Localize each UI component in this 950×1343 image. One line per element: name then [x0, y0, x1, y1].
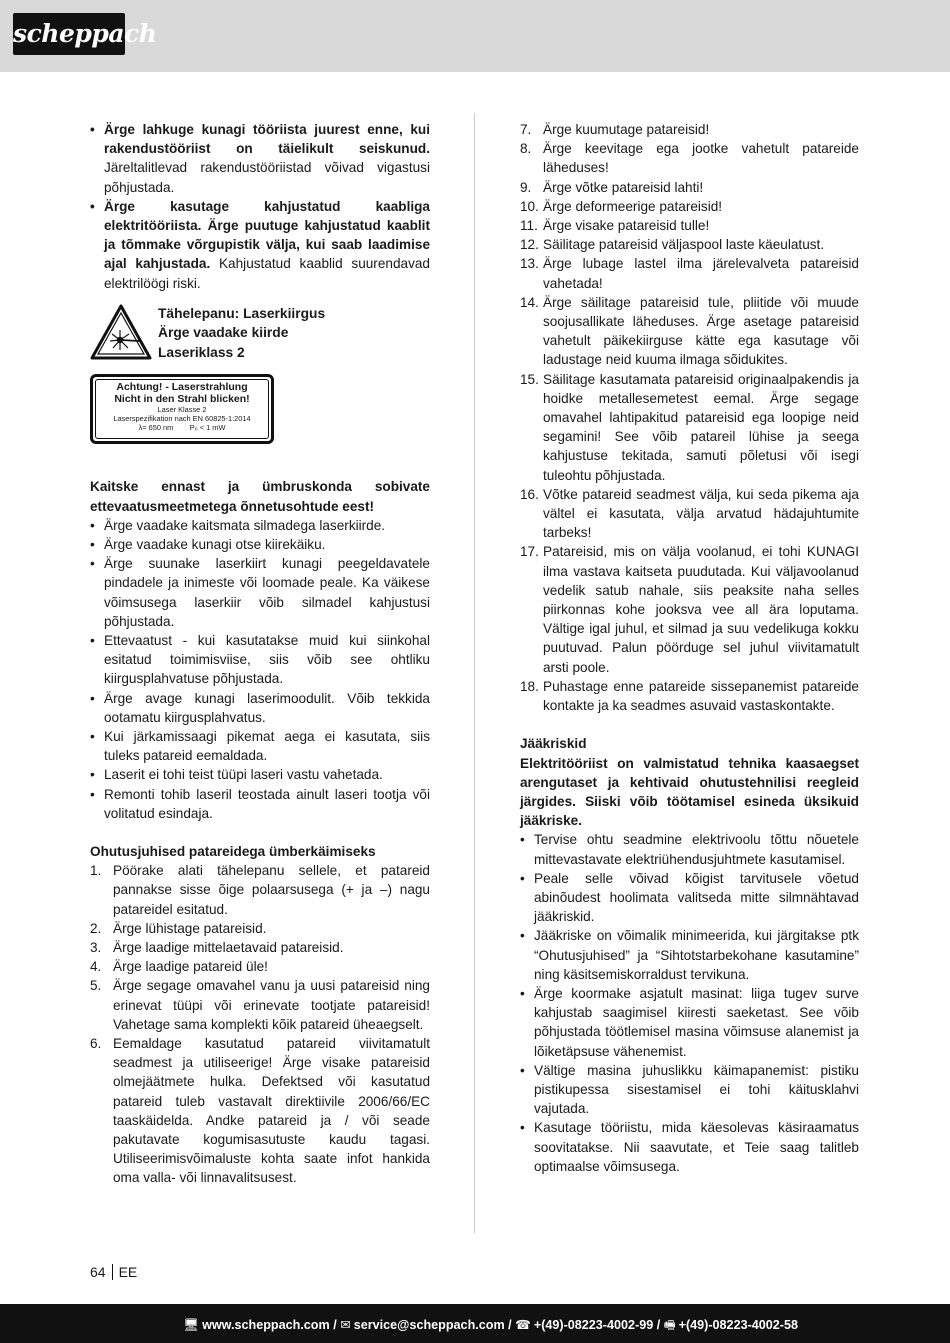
list-item: 16. Võtke patareid seadmest välja, kui seda pikema aja vältel ei kasutata, välja arvatud hädajuhtumite tarbeks!	[520, 486, 859, 541]
list-item: • Ärge koormake asjatult masinat: liiga tugev surve kahjustab saagimisel kiiresti saeketast. See võib põhjustada töötlemisel masina võimsuse alanemist ja lõiketäpsuse vähenemist.	[520, 984, 859, 1061]
residual-risk-list	[520, 830, 859, 1176]
battery-heading: Ohutusjuhised patareidega ümberkäimiseks	[90, 843, 376, 859]
list-item: 5. Ärge segage omavahel vanu ja uusi patareisid ning erinevat tüüpi või erinevate tootjate patareisid! Vahetage sama komplekti kõik patareid üheaegselt.	[90, 978, 430, 1032]
list-item: 14. Ärge säilitage patareisid tule, pliitide või muude soojusallikate läheduses. Ärge asetage patareisid vahetult päikekiirguse kätte ega kasutage või ladustage neid kuuma ilmaga sõidukites.	[520, 294, 859, 368]
battery-list	[90, 861, 430, 1187]
laser-warning-icon	[90, 304, 152, 360]
list-item: 1. Pöörake alati tähelepanu sellele, et patareid pannakse sisse õige polaarsusega (+ ja –) nagu patareidel esitatud.	[90, 863, 430, 917]
label-values	[97, 423, 267, 432]
page-header	[0, 0, 950, 72]
column-divider	[474, 113, 475, 1233]
laser-warning	[90, 304, 430, 363]
laser-warning-line: Ärge vaadake kiirde	[158, 325, 289, 341]
residual-risk-title: Jääkriskid	[520, 736, 587, 752]
computer-icon: 🖥	[183, 1318, 200, 1332]
list-item: 12. Säilitage patareisid väljaspool laste käeulatust.	[520, 237, 825, 253]
list-item: 7. Ärge kuumutage patareisid!	[520, 122, 710, 137]
list-item: • Ärge kasutage kahjustatud kaabliga elektritööriista. Ärge puutuge kahjustatud kaablit ja tõmmake võrgupistik välja, kui saab laadimise ajal kahjustada. Kahjustatud kaablid suurendavad elektrilöögi riski.	[90, 197, 430, 293]
laser-warning-line: Tähelepanu: Laserkiirgus	[158, 305, 326, 321]
list-item: 13. Ärge lubage lastel ilma järelevalveta patareisid vahetada!	[520, 256, 859, 291]
label-power: P₀ < 1 mW	[189, 423, 226, 433]
footer-fax: +(49)-08223-4002-58	[678, 1318, 798, 1332]
label-subtitle: Nicht in den Strahl blicken!	[114, 393, 250, 406]
protect-list	[90, 516, 430, 823]
footer-mail[interactable]: service@scheppach.com /	[353, 1318, 512, 1332]
label-class: Laser Klasse 2	[157, 405, 207, 415]
page-language: EE	[118, 1264, 138, 1280]
list-item: • Ärge vaadake kunagi otse kiirekäiku.	[90, 535, 430, 554]
left-column	[90, 120, 430, 1188]
list-item: • Ettevaatust - kui kasutatakse muid kui siinkohal esitatud toimimisviise, siis võib see ohtliku kiirgusplahvatuse põhjustada.	[90, 631, 430, 689]
list-item: • Laserit ei tohi teist tüüpi laseri vastu vahetada.	[90, 765, 430, 784]
list-item: • Jääkriske on võimalik minimeerida, kui järgitakse ptk “Ohutusjuhised” ja “Sihtotstarbekohane kasutamine” ning käsitsemiskorraldust tervikuna.	[520, 926, 859, 984]
list-item: • Ärge lahkuge kunagi tööriista juurest enne, kui rakendustööriist on täielikult seiskunud. Järeltalitlevad rakendustööriistad võivad vigastusi põhjustada.	[90, 120, 430, 197]
list-item: 2. Ärge lühistage patareisid.	[90, 920, 267, 936]
list-item: 18. Puhastage enne patareide sissepanemist patareide kontakte ja ka seadmes asuvaid vastaskontakte.	[520, 678, 859, 714]
page-number	[90, 1264, 137, 1280]
list-item: 11. Ärge visake patareisid tulle!	[520, 218, 710, 234]
residual-risk-intro: Elektritööriist on valmistatud tehnika kaasaegset arengutaset ja kehtivaid ohutustehnilisi reegleid järgides. Siiski võib töötamisel esineda üksikuid jääkriske.	[520, 755, 859, 829]
label-spec: Laserspezifikation nach EN 60825-1:2014	[113, 414, 251, 424]
list-item: • Vältige masina juhuslikku käimapanemist: pistiku pistikupessa sisestamisel ei tohi käitusklahvi vajutada.	[520, 1061, 859, 1119]
fax-icon: 🖷	[663, 1318, 676, 1332]
page-footer	[0, 1304, 950, 1343]
mail-icon: ✉	[340, 1318, 351, 1332]
list-item: • Ärge vaadake kaitsmata silmadega laserkiirde.	[90, 516, 430, 535]
label-wavelength: λ= 650 nm	[138, 423, 174, 433]
list-item: 9. Ärge võtke patareisid lahti!	[520, 179, 704, 195]
laser-class-label	[90, 374, 274, 444]
list-item: • Ärge avage kunagi laserimoodulit. Võib tekkida ootamatu kiirgusplahvatus.	[90, 689, 430, 727]
battery-list-continued	[520, 120, 859, 715]
right-column	[520, 120, 859, 1176]
phone-icon: ☎	[515, 1318, 531, 1332]
label-title: Achtung! - Laserstrahlung	[116, 381, 248, 394]
list-item: • Ärge suunake laserkiirt kunagi peegeldavatele pindadele ja inimeste või loomade peale. Ka väikese võimsusega laserkiir võib silmadel kahjustusi põhjustada.	[90, 554, 430, 631]
list-item: • Tervise ohtu seadmine elektrivoolu tõttu nõuetele mittevastavate elektriühendusjuhtmete kasutamisel.	[520, 830, 859, 868]
list-item: 6. Eemaldage kasutatud patareid viivitamatult seadmest ja utiliseerige! Ärge visake patareisid olmejäätmete hulka. Defektsed või kasutatud patareid tuleb vastavalt direktiivile 2006/66/EC taaskäidelda. Andke patareid ja / või seade pakutavate kogumisasutuste kaudu tagasi. Utiliseerimisvõimaluste kohta saate infot hankida oma valla- või linnavalitsusest.	[90, 1036, 430, 1186]
list-item: • Remonti tohib laseril teostada ainult laseri tootja või volitatud esindaja.	[90, 785, 430, 823]
list-item: 4. Ärge laadige patareid üle!	[90, 959, 268, 975]
protect-heading: Kaitske ennast ja ümbruskonda sobivate ettevaatusmeetmetega õnnetusohtude eest!	[90, 479, 430, 514]
list-item: 10. Ärge deformeerige patareisid!	[520, 198, 723, 214]
footer-web[interactable]: www.scheppach.com /	[202, 1318, 337, 1332]
intro-bullet-list	[90, 120, 430, 293]
list-item: 3. Ärge laadige mittelaetavaid patareisid.	[90, 940, 344, 955]
list-item: 17. Patareisid, mis on välja voolanud, ei tohi KUNAGI ilma vastava kaitseta puudutada. Kui väljavoolanud vedelik satub nahale, siis peaksite naha selles piirkonnas kohe jooksva vee all ära loputama. Vältige igal juhul, et silmad ja suu vedelikuga kokku puutuvad. Palun pöörduge sel juhul viivitamatult arsti poole.	[520, 544, 859, 675]
list-item: • Peale selle võivad kõigist tarvitusele võetud abinõudest hoolimata valitseda mitte silmnähtavad jääkriskid.	[520, 869, 859, 927]
list-item: • Kui järkamissaagi pikemat aega ei kasutata, siis tuleks patareid eemaldada.	[90, 727, 430, 765]
list-item: 15. Säilitage kasutamata patareisid originaalpakendis ja hoidke metallesemetest eemal. Ärge segage omavahel lahtipakitud patareisid ega loopige neid segamini! See võib patareil lühise ja seega kahjustuse tekitada, samuti põletusi või isegi tuleohtu põhjustada.	[520, 371, 859, 483]
scheppach-logo: scheppach	[13, 13, 125, 55]
list-item: 8. Ärge keevitage ega jootke vahetult patareide läheduses!	[520, 141, 859, 176]
laser-warning-line: Laseriklass 2	[158, 344, 245, 360]
footer-phone: +(49)-08223-4002-99 /	[533, 1318, 661, 1332]
list-item: • Kasutage tööriistu, mida käesolevas käsiraamatus soovitatakse. Nii saavutate, et Teie saag talitleb optimaalse võimsusega.	[520, 1118, 859, 1176]
page-number-value: 64	[90, 1264, 106, 1280]
